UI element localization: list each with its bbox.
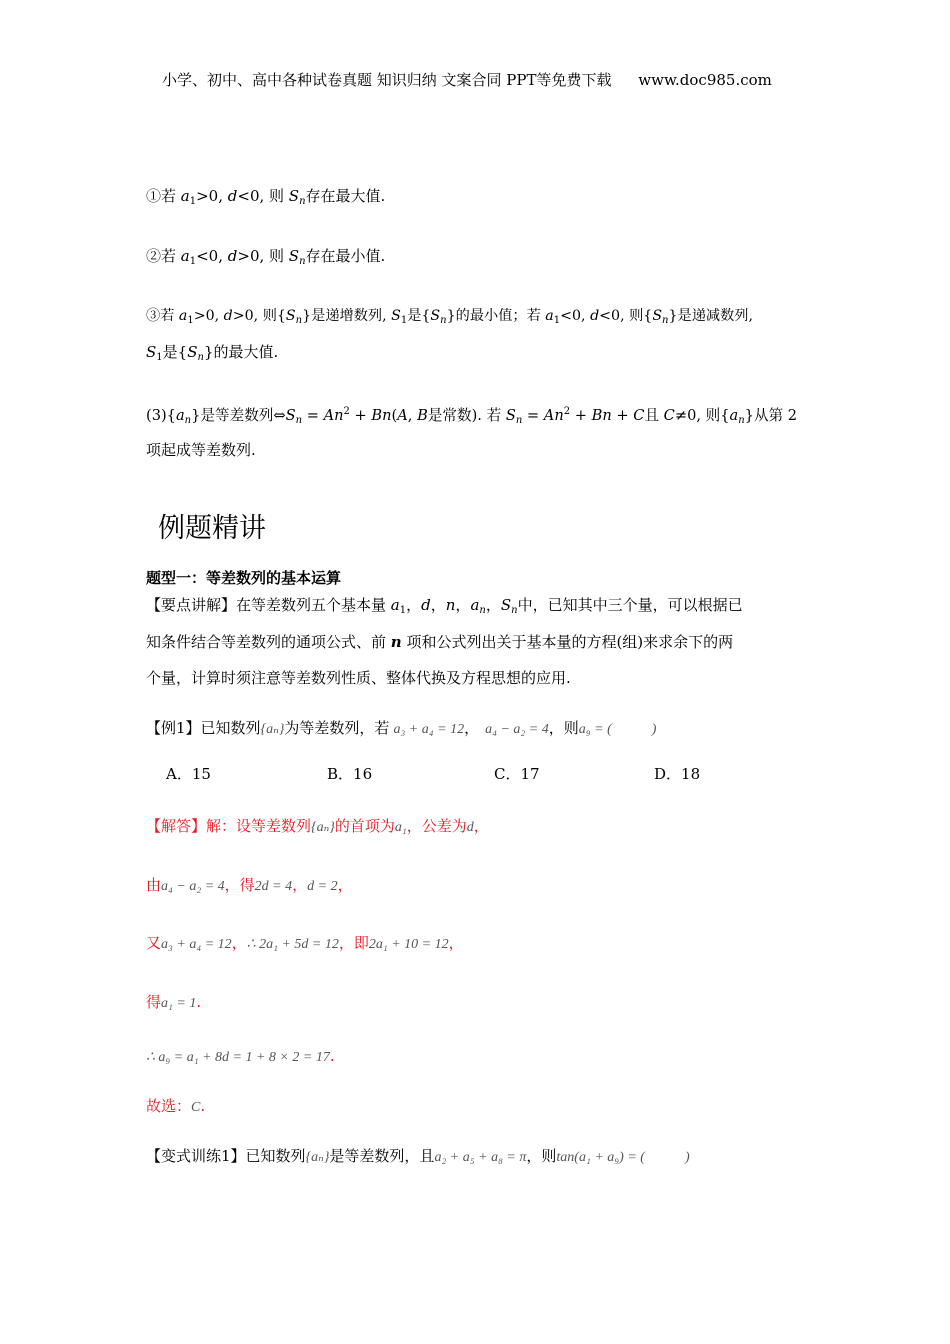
var: d — [223, 308, 233, 324]
section-title: 例题精讲 — [158, 513, 266, 544]
tip-line-3: 个量，计算时须注意等差数列性质、整体代换及方程思想的应用. — [146, 669, 571, 687]
var: d — [227, 247, 238, 265]
var: d — [227, 187, 238, 205]
var: S — [391, 308, 401, 324]
var: S — [288, 187, 300, 205]
text: ， — [430, 596, 446, 614]
superscript: 2 — [343, 406, 350, 417]
property-3-line-1 — [146, 306, 753, 331]
text: ，即 — [338, 934, 369, 952]
text: 是{ — [407, 308, 431, 324]
var: n — [390, 633, 402, 651]
subscript: n — [184, 415, 192, 426]
subscript: 1 — [399, 605, 407, 616]
math-a1: a₁ — [394, 820, 407, 835]
var: a — [175, 407, 185, 424]
solution-line-3 — [146, 933, 464, 955]
var: S — [505, 407, 516, 424]
math-ask: a₉ = ( — [578, 722, 612, 737]
subscript: n — [738, 415, 745, 426]
var: C — [663, 407, 675, 424]
math: C — [191, 1100, 201, 1115]
subscript: n — [299, 196, 306, 207]
math-close: ) — [684, 1150, 690, 1165]
var: An — [543, 407, 564, 424]
text: ①若 — [146, 187, 181, 205]
property-1 — [146, 186, 385, 212]
var: A — [397, 407, 408, 424]
example-label: 【例1】已知数列 — [146, 719, 261, 737]
var: a — [180, 187, 190, 205]
solution-line-6 — [146, 1096, 205, 1118]
math: d = 2 — [307, 879, 338, 894]
superscript: 2 — [563, 406, 571, 417]
subscript: n — [440, 315, 447, 326]
text: , — [407, 407, 418, 424]
text: . — [200, 1097, 206, 1115]
text: }的最大值. — [203, 343, 279, 361]
var: Bn — [371, 407, 392, 424]
subscript: 1 — [187, 315, 194, 326]
option-a[interactable]: A．15 — [166, 765, 211, 783]
text: 【解答】解：设等差数列 — [146, 817, 312, 835]
text: (3){ — [146, 407, 176, 424]
var: B — [417, 407, 428, 424]
text: ， — [485, 596, 501, 614]
type1-heading: 题型一：等差数列的基本运算 — [146, 569, 342, 587]
text: 存在最小值. — [305, 247, 386, 265]
subscript: n — [511, 605, 518, 616]
text: }的最小值；若 — [446, 308, 546, 324]
var: d — [590, 308, 600, 324]
var: S — [652, 308, 663, 324]
text: ( — [391, 407, 398, 424]
solution-line-2 — [146, 875, 353, 897]
var: S — [146, 343, 157, 361]
var: Bn — [591, 407, 612, 424]
text: ，公差为 — [406, 817, 467, 835]
page-header — [162, 70, 772, 90]
text: >0, 则{ — [232, 308, 286, 324]
math: ∴ a₉ = a₁ + 8d = 1 + 8 × 2 = 17 — [146, 1050, 330, 1065]
text: ， — [231, 934, 247, 952]
solution-line-1 — [146, 816, 489, 838]
text: ， — [406, 596, 422, 614]
subscript: n — [197, 352, 204, 363]
text: 是等差数列，且 — [329, 1147, 435, 1165]
math-cond: a₂ + a₅ + a₈ = π — [434, 1150, 527, 1165]
text: = — [302, 407, 324, 424]
property-4-line-2: 项起成等差数列. — [146, 441, 256, 459]
var: a — [729, 407, 739, 424]
property-4-line-1 — [146, 402, 797, 431]
subscript: n — [295, 315, 303, 326]
text: >0, — [196, 187, 228, 205]
var: a — [180, 247, 190, 265]
var: a — [178, 308, 188, 324]
header-url: www.doc985.com — [638, 71, 772, 89]
text: . — [196, 993, 202, 1011]
property-2 — [146, 246, 385, 272]
subscript: n — [295, 415, 303, 426]
subscript: n — [515, 415, 523, 426]
text: ≠0, 则{ — [674, 407, 730, 424]
text: <0, 则 — [237, 187, 289, 205]
text: 是常数). 若 — [427, 407, 506, 424]
text: 项和公式列出关于基本量的方程(组)来求余下的两 — [401, 633, 734, 651]
var: S — [430, 308, 441, 324]
math-ask: tan(a₁ + a₉) = ( — [556, 1150, 645, 1165]
var: a — [545, 308, 554, 324]
text: ， — [455, 596, 471, 614]
var: S — [285, 308, 296, 324]
text: 的首项为 — [334, 817, 395, 835]
text: ， — [464, 719, 480, 737]
example-1-question — [146, 718, 656, 740]
var: S — [500, 596, 512, 614]
tip-line-1 — [146, 595, 743, 621]
text: ， — [448, 934, 464, 952]
text: + — [570, 407, 592, 424]
math: a₁ = 1 — [161, 996, 197, 1011]
variant-label: 【变式训练1】已知数列 — [146, 1147, 306, 1165]
math: ∴ 2a₁ + 5d = 12 — [246, 937, 339, 952]
text: }是递减数列, — [668, 308, 753, 324]
text: <0, 则{ — [599, 308, 653, 324]
math: 2a₁ + 10 = 12 — [368, 937, 449, 952]
text: }从第 2 — [744, 407, 798, 424]
subscript: 1 — [553, 315, 561, 326]
math-seq: {aₙ} — [260, 722, 285, 737]
text: 【要点讲解】在等差数列五个基本量 — [146, 596, 391, 614]
subscript: n — [479, 605, 486, 616]
text: ，则 — [548, 719, 579, 737]
text: 且 — [644, 407, 664, 424]
option-b[interactable]: B．16 — [327, 765, 373, 783]
option-c[interactable]: C．17 — [494, 765, 540, 783]
text: >0, 则 — [237, 247, 289, 265]
text: >0, — [193, 308, 224, 324]
text: ， — [337, 876, 353, 894]
math-seq: {aₙ} — [305, 1150, 330, 1165]
math-close: ) — [651, 722, 657, 737]
variant-1-question — [146, 1146, 690, 1168]
subscript: n — [299, 256, 306, 267]
var: n — [445, 596, 456, 614]
text: }是递增数列, — [302, 308, 392, 324]
math-cond-2: a₄ − a₂ = 4 — [485, 722, 549, 737]
subscript: 1 — [156, 352, 163, 363]
text: 存在最大值. — [305, 187, 386, 205]
text: ②若 — [146, 247, 181, 265]
text: 故选： — [146, 1097, 192, 1115]
subscript: 1 — [189, 196, 197, 207]
text: + — [611, 407, 634, 424]
text: 由 — [146, 876, 162, 894]
text: 知条件结合等差数列的通项公式、前 — [146, 633, 391, 651]
math-seq: {aₙ} — [311, 820, 335, 835]
text: 为等差数列，若 — [284, 719, 390, 737]
var: S — [187, 343, 198, 361]
text: ③若 — [146, 308, 179, 324]
var: d — [421, 596, 431, 614]
property-3-line-2 — [146, 342, 278, 368]
var: S — [285, 407, 296, 424]
var: An — [323, 407, 344, 424]
text: ，得 — [224, 876, 255, 894]
tip-line-2 — [146, 632, 733, 652]
math: a₃ + a₄ = 12 — [161, 937, 232, 952]
text: 又 — [146, 934, 162, 952]
text: 是{ — [162, 343, 188, 361]
text: + — [349, 407, 372, 424]
text: <0, — [196, 247, 228, 265]
text: ，则 — [526, 1147, 557, 1165]
text: . — [329, 1047, 335, 1065]
text: = — [522, 407, 544, 424]
solution-line-5 — [146, 1046, 335, 1068]
var: a — [390, 596, 400, 614]
math: 2d = 4 — [254, 879, 293, 894]
solution-line-4 — [146, 992, 201, 1014]
var: a — [470, 596, 480, 614]
text: 中，已知其中三个量，可以根据已 — [517, 596, 743, 614]
math-d: d — [466, 820, 474, 835]
math-cond-1: a₃ + a₄ = 12 — [393, 722, 465, 737]
subscript: 1 — [189, 256, 197, 267]
option-d[interactable]: D．18 — [654, 765, 701, 783]
text: <0, — [560, 308, 591, 324]
text: ， — [292, 876, 308, 894]
text: ， — [473, 817, 489, 835]
var: C — [633, 407, 645, 424]
text: 得 — [146, 993, 162, 1011]
subscript: 1 — [400, 315, 408, 326]
header-title: 小学、初中、高中各种试卷真题 知识归纳 文案合同 PPT等免费下载 — [162, 71, 612, 89]
var: S — [288, 247, 300, 265]
math: a₄ − a₂ = 4 — [161, 879, 225, 894]
text: }是等差数列⇔ — [191, 407, 286, 424]
subscript: n — [662, 315, 669, 326]
